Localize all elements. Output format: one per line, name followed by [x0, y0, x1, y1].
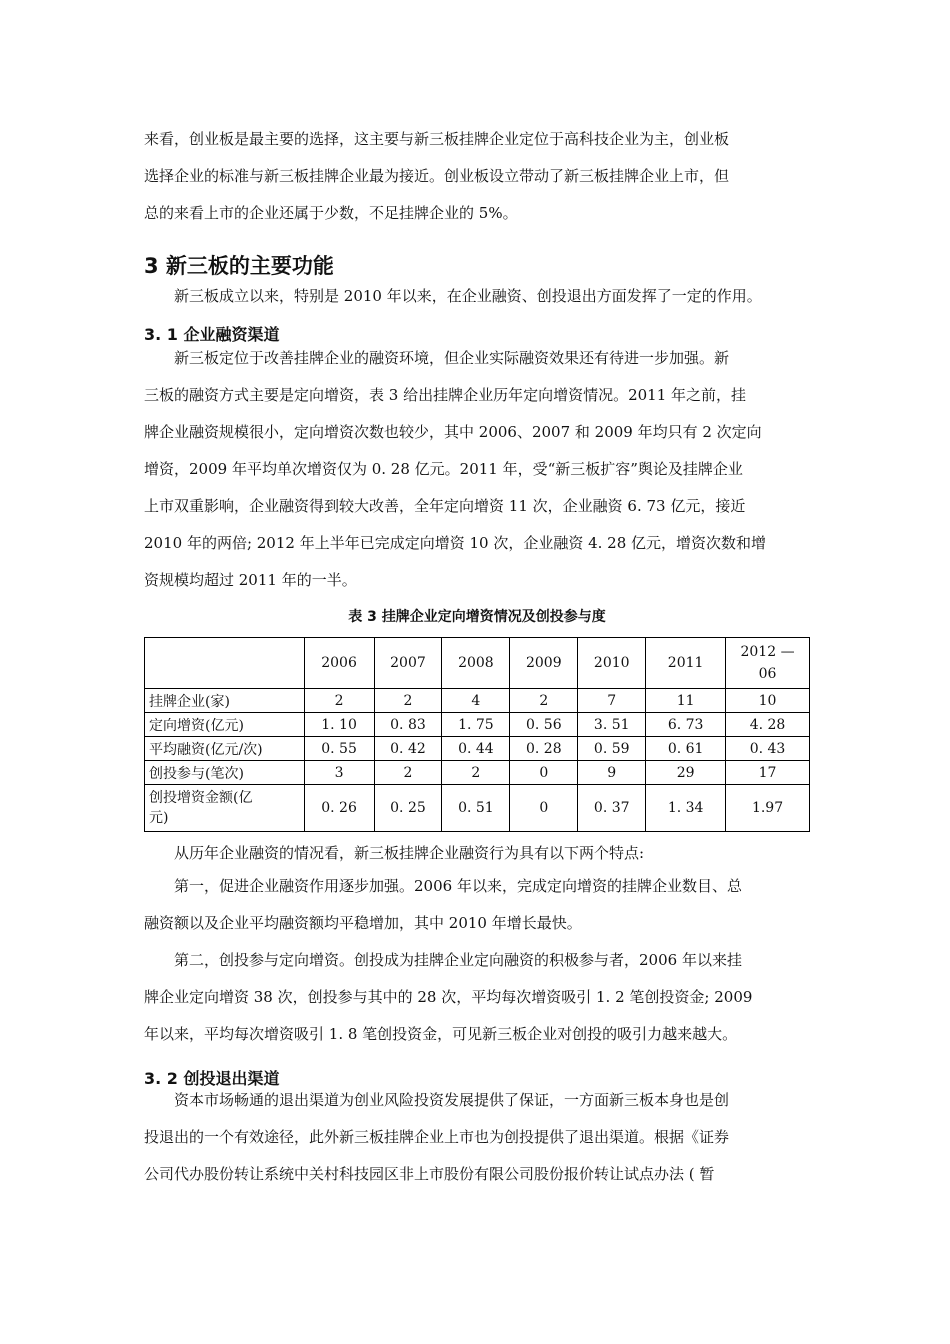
text-line: 从历年企业融资的情况看，新三板挂牌企业融资行为具有以下两个特点: [174, 844, 645, 862]
text-line: 投退出的一个有效途径，此外新三板挂牌企业上市也为创投提供了退出渠道。根据《证券 [144, 1128, 730, 1146]
table-row [145, 737, 810, 761]
table-cell: 11 [646, 689, 726, 713]
text-line: 资规模均超过 2011 年的一半。 [144, 571, 357, 589]
text-line: 来看，创业板是最主要的选择，这主要与新三板挂牌企业定位于高科技企业为主，创业板 [144, 130, 730, 148]
table-cell: 2 [374, 761, 442, 785]
section-3-1-title: 3. 1 企业融资渠道 [144, 325, 280, 344]
table-cell: 2 [442, 761, 510, 785]
table-cell: 6. 73 [646, 713, 726, 737]
table-cell: 0. 37 [578, 785, 646, 832]
row-label: 创投参与(笔次) [145, 761, 305, 785]
row-label: 平均融资(亿元/次) [145, 737, 305, 761]
table-cell: 4 [442, 689, 510, 713]
table-cell: 0. 26 [304, 785, 374, 832]
table-cell: 2 [304, 689, 374, 713]
table-cell: 17 [726, 761, 810, 785]
table-cell: 0 [510, 761, 578, 785]
header-cell [145, 638, 305, 689]
text-line: 融资额以及企业平均融资额均平稳增加，其中 2010 年增长最快。 [144, 914, 582, 932]
table-cell: 7 [578, 689, 646, 713]
section-3-2-title: 3. 2 创投退出渠道 [144, 1069, 280, 1088]
row-label: 创投增资金额(亿 元) [145, 785, 305, 832]
header-cell: 2007 [374, 638, 442, 689]
section-3-2-paragraph [144, 1082, 810, 1193]
section-3-title: 3 新三板的主要功能 [144, 254, 334, 278]
table-cell: 0. 43 [726, 737, 810, 761]
table-cell: 0. 28 [510, 737, 578, 761]
table-cell: 1. 75 [442, 713, 510, 737]
table-cell: 0. 56 [510, 713, 578, 737]
table-3-caption: 表 3 挂牌企业定向增资情况及创投参与度 [348, 609, 606, 625]
table-cell: 0. 51 [442, 785, 510, 832]
intro-paragraph [144, 121, 810, 232]
text-line: 牌企业定向增资 38 次，创投参与其中的 28 次，平均每次增资吸引 1. 2 笔创投资金; 2009 [144, 988, 753, 1006]
table-row [145, 761, 810, 785]
text-line: 三板的融资方式主要是定向增资，表 3 给出挂牌企业历年定向增资情况。2011 年之前，挂 [144, 386, 747, 404]
table-cell: 0. 42 [374, 737, 442, 761]
header-cell: 2006 [304, 638, 374, 689]
table-cell: 10 [726, 689, 810, 713]
text-line: 2010 年的两倍; 2012 年上半年已完成定向增资 10 次，企业融资 4. 28 亿元，增资次数和增 [144, 534, 767, 552]
table-cell: 1. 10 [304, 713, 374, 737]
table-cell: 3 [304, 761, 374, 785]
table-cell: 0. 44 [442, 737, 510, 761]
text-line: 总的来看上市的企业还属于少数，不足挂牌企业的 5%。 [144, 204, 518, 222]
text-line: 年以来，平均每次增资吸引 1. 8 笔创投资金，可见新三板企业对创投的吸引力越来越大。 [144, 1025, 738, 1043]
text-line: 第一，促进企业融资作用逐步加强。2006 年以来，完成定向增资的挂牌企业数目、总 [174, 877, 742, 895]
table-cell: 0. 55 [304, 737, 374, 761]
row-label: 定向增资(亿元) [145, 713, 305, 737]
text-line: 牌企业融资规模很小，定向增资次数也较少，其中 2006、2007 和 2009 年均只有 2 次定向 [144, 423, 762, 441]
table-cell: 1. 34 [646, 785, 726, 832]
table-cell: 0. 61 [646, 737, 726, 761]
table-cell: 9 [578, 761, 646, 785]
table-row [145, 689, 810, 713]
text-line: 新三板成立以来，特别是 2010 年以来，在企业融资、创投退出方面发挥了一定的作用。 [174, 287, 762, 305]
text-line: 第二，创投参与定向增资。创投成为挂牌企业定向融资的积极参与者，2006 年以来挂 [174, 951, 742, 969]
table-row [145, 785, 810, 832]
text-line: 选择企业的标准与新三板挂牌企业最为接近。创业板设立带动了新三板挂牌企业上市，但 [144, 167, 730, 185]
table-cell: 2 [510, 689, 578, 713]
table-cell: 29 [646, 761, 726, 785]
after-table-paragraphs [144, 838, 810, 1053]
table-row [145, 713, 810, 737]
table-header-row [145, 638, 810, 689]
table-cell: 4. 28 [726, 713, 810, 737]
table-cell: 1.97 [726, 785, 810, 832]
table-cell: 0. 59 [578, 737, 646, 761]
table-cell: 0. 83 [374, 713, 442, 737]
header-cell: 2008 [442, 638, 510, 689]
table-3 [144, 637, 810, 832]
header-cell: 2011 [646, 638, 726, 689]
text-line: 上市双重影响，企业融资得到较大改善，全年定向增资 11 次，企业融资 6. 73 亿元，接近 [144, 497, 746, 515]
section-3-1-paragraph [144, 340, 810, 599]
header-cell: 2010 [578, 638, 646, 689]
header-cell: 2012 — 06 [726, 638, 810, 689]
table-cell: 0. 25 [374, 785, 442, 832]
text-line: 新三板定位于改善挂牌企业的融资环境，但企业实际融资效果还有待进一步加强。新 [174, 349, 730, 367]
section-3-lead [144, 278, 810, 315]
row-label: 挂牌企业(家) [145, 689, 305, 713]
table-cell: 2 [374, 689, 442, 713]
table-cell: 3. 51 [578, 713, 646, 737]
text-line: 资本市场畅通的退出渠道为创业风险投资发展提供了保证，一方面新三板本身也是创 [174, 1091, 730, 1109]
header-cell: 2009 [510, 638, 578, 689]
text-line: 增资，2009 年平均单次增资仅为 0. 28 亿元。2011 年，受“新三板扩容”舆论及挂牌企业 [144, 460, 743, 478]
table-cell: 0 [510, 785, 578, 832]
text-line: 公司代办股份转让系统中关村科技园区非上市股份有限公司股份报价转让试点办法 ( 暂 [144, 1165, 715, 1183]
